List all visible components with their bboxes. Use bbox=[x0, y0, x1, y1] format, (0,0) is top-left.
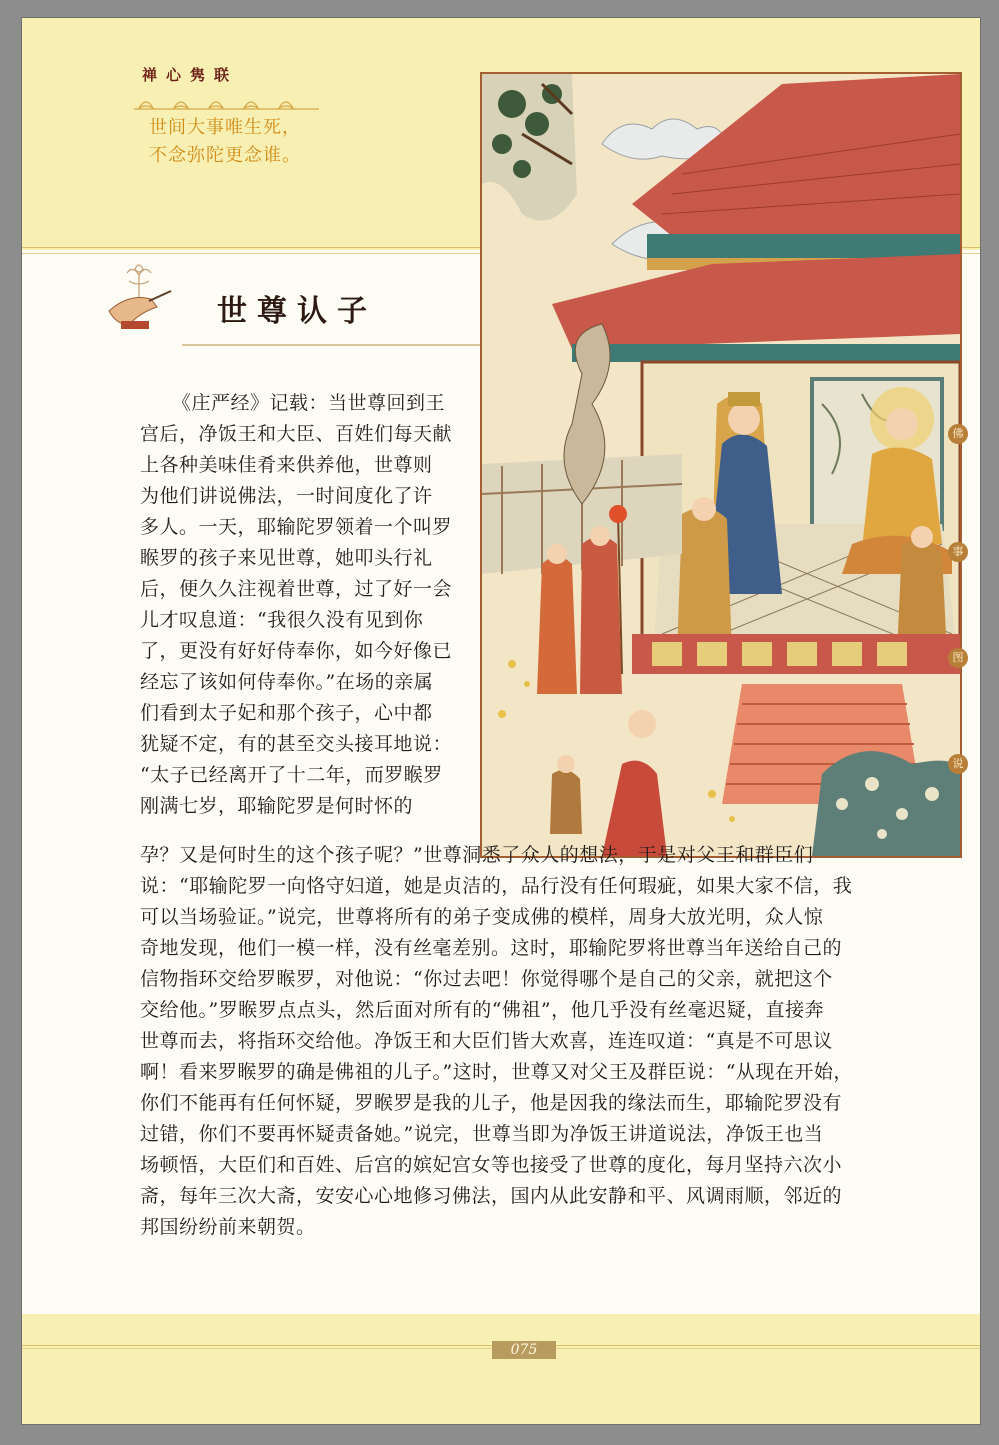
lotus-ornament-icon bbox=[134, 94, 324, 112]
body-line: 孕？又是何时生的这个孩子呢？”世尊洞悉了众人的想法，于是对父王和群臣们 bbox=[140, 844, 814, 866]
body-line: 睺罗的孩子来见世尊，她叩头行礼 bbox=[140, 547, 433, 569]
body-line: 后，便久久注视着世尊，过了好一会 bbox=[140, 578, 453, 600]
body-line: 经忘了该如何侍奉你。”在场的亲属 bbox=[140, 671, 434, 693]
page-number: 075 bbox=[492, 1341, 556, 1359]
quote-line-2: 不念弥陀更念谁。 bbox=[149, 145, 301, 166]
body-line: 们看到太子妃和那个孩子，心中都 bbox=[140, 702, 433, 724]
body-line: 刚满七岁，耶输陀罗是何时怀的 bbox=[140, 795, 414, 817]
caption-char-1: 佛 bbox=[948, 424, 968, 444]
body-line: 可以当场验证。”说完，世尊将所有的弟子变成佛的模样，周身大放光明，众人惊 bbox=[140, 906, 824, 928]
body-line: 犹疑不定，有的甚至交头接耳地说： bbox=[140, 733, 453, 755]
body-line: 了，更没有好好侍奉你，如今好像已 bbox=[140, 640, 453, 662]
lotus-brush-hand-icon bbox=[99, 263, 179, 333]
body-line: 宫后，净饭王和大臣、百姓们每天献 bbox=[140, 423, 453, 445]
body-line: 奇地发现，他们一模一样，没有丝毫差别。这时，耶输陀罗将世尊当年送给自己的 bbox=[140, 937, 843, 959]
body-line: 你们不能再有任何怀疑，罗睺罗是我的儿子，他是因我的缘法而生，耶输陀罗没有 bbox=[140, 1092, 843, 1114]
body-line: 啊！看来罗睺罗的确是佛祖的儿子。”这时，世尊又对父王及群臣说：“从现在开始， bbox=[140, 1061, 853, 1083]
footer-band bbox=[22, 1314, 980, 1424]
body-line: 世尊而去，将指环交给他。净饭王和大臣们皆大欢喜，连连叹道：“真是不可思议 bbox=[140, 1030, 833, 1052]
caption-char-4: 说 bbox=[948, 754, 968, 774]
body-line: 说：“耶输陀罗一向恪守妇道，她是贞洁的，品行没有任何瑕疵，如果大家不信，我 bbox=[140, 875, 853, 897]
quote-line-1: 世间大事唯生死， bbox=[149, 117, 301, 138]
body-line: 过错，你们不要再怀疑责备她。”说完，世尊当即为净饭王讲道说法，净饭王也当 bbox=[140, 1123, 824, 1145]
couplet-quote bbox=[149, 114, 301, 170]
body-line: 多人。一天，耶输陀罗领着一个叫罗 bbox=[140, 516, 453, 538]
title-underline bbox=[182, 344, 484, 346]
body-line: 场顿悟，大臣们和百姓、后宫的嫔妃宫女等也接受了世尊的度化，每月坚持六次小 bbox=[140, 1154, 843, 1176]
body-line: 为他们讲说佛法，一时间度化了许 bbox=[140, 485, 433, 507]
body-line: 儿才叹息道：“我很久没有见到你 bbox=[140, 609, 424, 631]
body-line: 邦国纷纷前来朝贺。 bbox=[140, 1216, 316, 1238]
body-line: 斋，每年三次大斋，安安心心地修习佛法，国内从此安静和平、风调雨顺，邻近的 bbox=[140, 1185, 843, 1207]
series-title: 禅心隽联 bbox=[142, 66, 239, 84]
book-page bbox=[22, 18, 980, 1424]
body-line: “太子已经离开了十二年，而罗睺罗 bbox=[140, 764, 443, 786]
article-title: 世尊认子 bbox=[217, 294, 377, 329]
caption-char-2: 事 bbox=[948, 542, 968, 562]
caption-char-3: 图 bbox=[948, 648, 968, 668]
body-line: 交给他。”罗睺罗点点头，然后面对所有的“佛祖”，他几乎没有丝毫迟疑，直接奔 bbox=[140, 999, 825, 1021]
temple-illustration bbox=[480, 72, 962, 858]
body-line: 上各种美味佳肴来供养他，世尊则 bbox=[140, 454, 433, 476]
body-line: 信物指环交给罗睺罗，对他说：“你过去吧！你觉得哪个是自己的父亲，就把这个 bbox=[140, 968, 833, 990]
body-line: 《庄严经》记载：当世尊回到王 bbox=[172, 392, 446, 414]
